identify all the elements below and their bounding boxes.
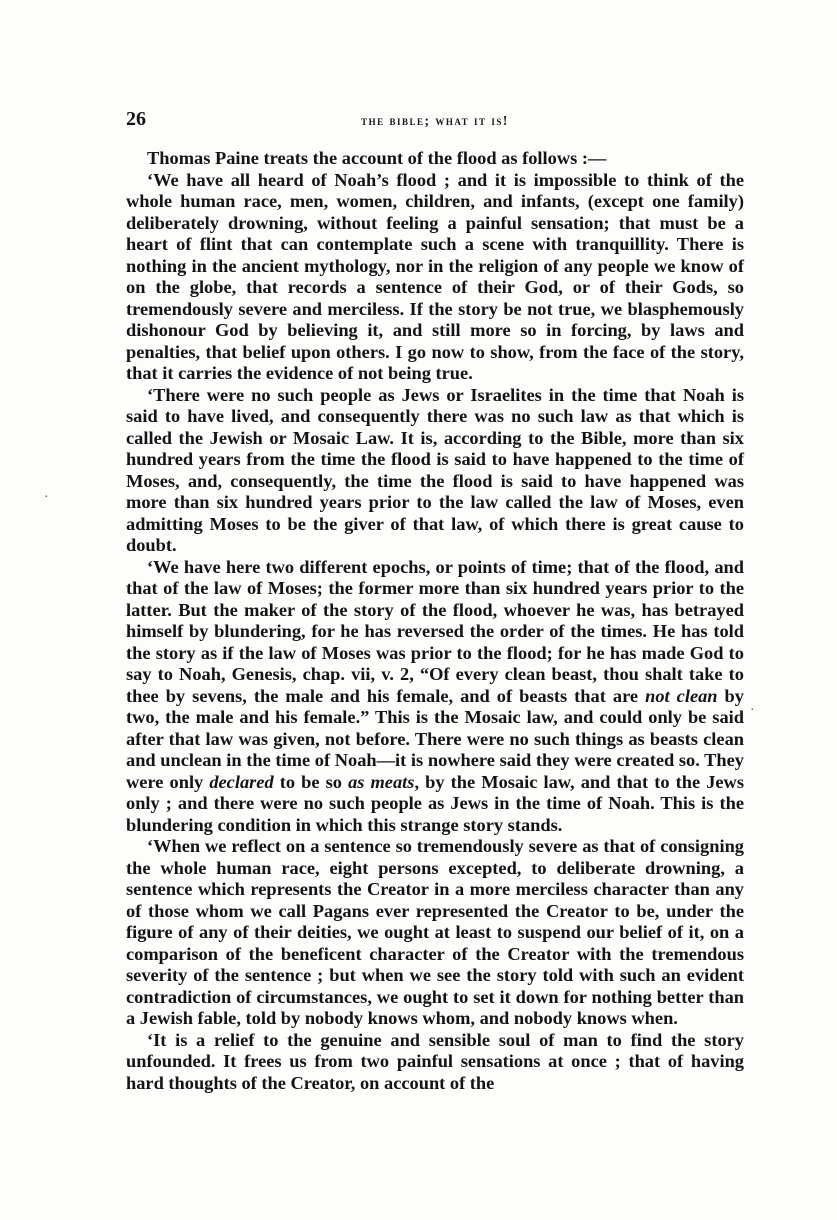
italic-phrase: declared — [209, 771, 274, 792]
body-text — [126, 148, 744, 1094]
text-run: Thomas Paine treats the account of the flood as follows :— — [147, 148, 607, 168]
quoted-paragraph — [126, 170, 744, 385]
quoted-paragraph — [126, 836, 744, 1030]
margin-speck: · — [44, 490, 49, 505]
quoted-paragraph — [126, 385, 744, 557]
running-title: the bible; what it is! — [361, 113, 509, 128]
quoted-paragraph — [126, 557, 744, 837]
text-run: ‘It is a relief to the genuine and sensible soul of man to find the story unfounded. It frees us from two painful sensations at once ; that of having hard thoughts of the Creator, on account of the — [126, 1029, 744, 1093]
page-header — [126, 108, 744, 134]
quoted-paragraph — [126, 1030, 744, 1095]
text-run: ‘There were no such people as Jews or Israelites in the time that Noah is said to have lived, and consequently there was no such law as that which is called the Jewish or Mosaic Law. It is, according to the Bible, more than six hundred years from the time the flood is said to have happened to the time of Moses, and, consequently, the time the flood is said to have happened was more than six hundred years prior to the law called the law of Moses, even admitting Moses to be the giver of that law, of which there is great cause to doubt. — [126, 384, 744, 555]
margin-speck: · — [750, 703, 755, 718]
text-run: ‘We have all heard of Noah’s flood ; and it is impossible to think of the whole human race, men, women, children, and infants, (except one family) deliberately drowning, without feeling a painful sensation; that must be a heart of flint that can contemplate such a scene with tranquillity. There is nothing in the ancient mythology, nor in the religion of any people we know of on the globe, that records a sentence of their God, or of their Gods, so tremendously severe and merciless. If the story be not true, we blasphemously dishonour God by believing it, and still more so in forcing, by laws and penalties, that belief upon others. I go now to show, from the face of the story, that it carries the evidence of not being true. — [126, 169, 744, 383]
italic-phrase: not clean — [645, 685, 718, 706]
text-run: ‘When we reflect on a sentence so tremendously severe as that of consigning the whole human race, eight persons excepted, to deliberate drowning, a sentence which represents the Creator in a more merciless character than any of those whom we call Pagans ever represented the Creator to be, under the figure of any of their deities, we ought at least to suspend our belief of it, on a comparison of the beneficent character of the Creator with the tremendous severity of the sentence ; but when we see the story told with such an evident contradiction of circumstances, we ought to set it down for nothing better than a Jewish fable, told by nobody knows whom, and nobody knows when. — [126, 836, 744, 1028]
text-run: ‘We have here two different epochs, or points of time; that of the flood, and that of the law of Moses; the former more than six hundred years prior to the latter. But the maker of the story of the flood, whoever he was, has betrayed himself by blundering, for he has reversed the order of the times. He has told the story as if the law of Moses was prior to the flood; for he has made God to say to Noah, Genesis, chap. vii, v. 2, “Of every clean beast, thou shalt take to thee by sevens, the male and his female, and of beasts that are — [126, 556, 744, 706]
italic-phrase: as meats — [348, 771, 415, 792]
intro-paragraph — [126, 148, 744, 170]
text-run: , by the Mosaic law, and that to the Jews only ; and there were no such people as Jews in the time of Noah. This is the blundering condition in which this strange story stands. — [126, 771, 744, 835]
page-number: 26 — [126, 108, 146, 130]
text-run: to be so — [273, 771, 349, 792]
text-run: by two, the male and his female.” This is the Mosaic law, and could only be said after that law was given, not before. There were no such things as beasts clean and unclean in the time of Noah—it is nowhere said they were created so. They were only — [126, 685, 744, 792]
